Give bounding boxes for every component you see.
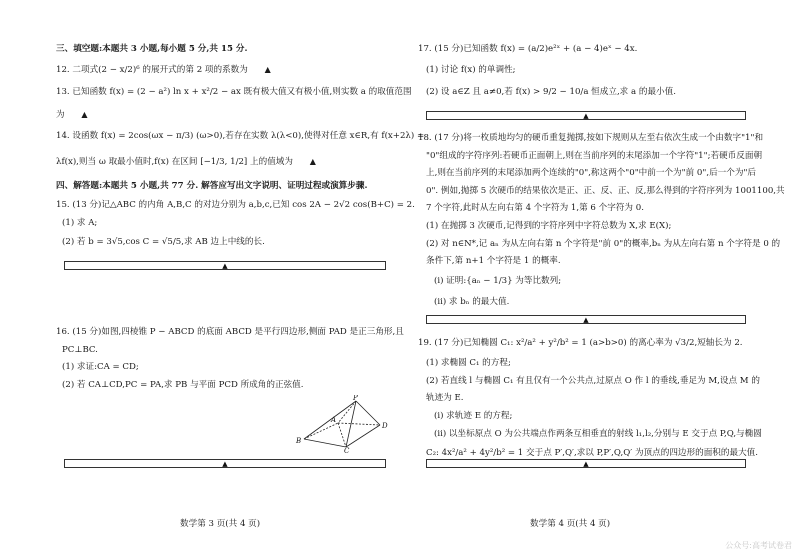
edge-ad [338,423,380,425]
question-18-line1: 18. (17 分)将一枚质地均匀的硬币重复抛掷,按如下规则从左至右依次生成一个由数字"1"和 [418,133,764,143]
question-14-line1: 14. 设函数 f(x) = 2cos(ωx − π/3) (ω>0),若存在实数 λ(λ<0),使得对任意 x∈R,有 f(x+2λ) = [56,131,425,141]
answer-blank-13[interactable]: ▲ [81,110,88,119]
question-16-stem-line1: 16. (15 分)如图,四棱锥 P − ABCD 的底面 ABCD 是平行四边形,侧面 PAD 是正三角形,且 [56,327,404,337]
watermark: 公众号:高考试卷君 [725,541,792,550]
question-19-part2-line1: (2) 若直线 l 与椭圆 C₁ 有且仅有一个公共点,过原点 O 作 l 的垂线,垂足为 M,设点 M 的 [426,376,760,386]
edge-cd [346,425,380,447]
edge-bc [304,439,346,447]
question-17-part2: (2) 设 a∈Z 且 a≠0,若 f(x) > 9/2 − 10/a 恒成立,求 a 的最小值. [426,87,676,97]
question-13-line2 [56,109,88,121]
question-16-stem-line2: PC⊥BC. [62,345,98,355]
answer-box-17[interactable] [426,111,746,120]
question-13-line1: 13. 已知函数 f(x) = (2 − a²) ln x + x²/2 − ax 既有极大值又有极小值,则实数 a 的取值范围 [56,87,412,97]
section-solution-heading: 四、解答题:本题共 5 小题,共 77 分. 解答应写出文字说明、证明过程或演算步骤. [56,181,368,191]
edge-pc [346,401,356,447]
question-12 [56,64,271,76]
question-16-part1: (1) 求证:CA = CD; [62,362,139,372]
question-18-line5: 7 个字符,此时从左向右第 4 个字符为 1,第 6 个字符为 0. [426,203,644,213]
question-18-line2: "0"组成的字符序列:若硬币正面朝上,则在当前序列的末尾添加一个字符"1";若硬币反面朝 [426,151,763,161]
question-17-part1: (1) 讨论 f(x) 的单调性; [426,65,516,75]
question-15-stem: 15. (13 分)记△ABC 的内角 A,B,C 的对边分别为 a,b,c,已知 cos 2A − 2√2 cos(B+C) = 2. [56,200,415,210]
question-17-stem: 17. (15 分)已知函数 f(x) = (a/2)e²ˣ + (a − 4)eˣ − 4x. [418,44,638,54]
answer-box-mark: ▲ [583,460,589,468]
question-18-part2-line1: (2) 对 n∈N*,记 aₙ 为从左向右第 n 个字符是"前 0"的概率,bₙ 为从左向右第 n 个字符是 0 的 [426,239,781,249]
section-fill-in-heading: 三、填空题:本题共 3 小题,每小题 5 分,共 15 分. [56,44,248,54]
question-14-text: λf(x),则当 ω 取最小值时,f(x) 在区间 [−1/3, 1/2] 上的值域为 [56,157,293,167]
answer-box-mark: ▲ [583,316,589,324]
question-19-part2-line2: 轨迹为 E. [426,393,464,403]
question-16-part2: (2) 若 CA⊥CD,PC = PA,求 PB 与平面 PCD 所成角的正弦值. [62,380,304,390]
question-15-part2: (2) 若 b = 3√5,cos C = √5/5,求 AB 边上中线的长. [62,237,265,247]
edge-pd [356,401,380,425]
question-18-part2-i: (i) 证明:{aₙ − 1/3} 为等比数列; [434,276,562,286]
question-18-part2-line2: 条件下,第 n+1 个字符是 1 的概率. [426,256,561,266]
question-18-line4: 0". 例如,抛掷 5 次硬币的结果依次是正、正、反、正、反,那么得到的字符序列为 1001100,共 [426,186,785,196]
label-d: D [382,422,388,430]
answer-box-19[interactable] [426,459,746,468]
label-a: A [331,416,337,424]
question-19-part2-ii-line2: C₂: 4x²/a² + 4y²/b² = 1 交于点 P′,Q′,求以 P,P′,Q,Q′ 为顶点的四边形的面积的最大值. [426,448,758,458]
page-3-footer: 数学第 3 页(共 4 页) [180,519,261,529]
answer-box-16[interactable] [64,459,386,468]
edge-ac [338,423,346,447]
label-p: P [353,395,358,402]
answer-box-mark: ▲ [222,460,228,468]
label-b: B [296,437,302,445]
answer-box-mark: ▲ [222,262,228,270]
question-19-stem: 19. (17 分)已知椭圆 C₁: x²/a² + y²/b² = 1 (a>b>0) 的离心率为 √3/2,短轴长为 2. [418,338,743,348]
question-15-part1: (1) 求 A; [62,218,98,228]
question-19-part2-i: (i) 求轨迹 E 的方程; [434,411,513,421]
edge-ba [304,423,338,439]
question-14-line2 [56,156,316,168]
answer-box-18[interactable] [426,315,746,324]
label-c: C [344,447,350,453]
question-18-part1: (1) 在抛掷 3 次硬币,记得到的字符序列中字符总数为 X,求 E(X); [426,221,672,231]
question-18-line3: 上,则在当前序列的末尾添加两个连续的"0",称这两个"0"中前一个为"前 0",后一个为"后 [426,168,757,178]
page-4-footer: 数学第 4 页(共 4 页) [530,519,611,529]
answer-blank-12[interactable]: ▲ [264,65,271,74]
pyramid-figure [294,395,390,453]
question-19-part1: (1) 求椭圆 C₁ 的方程; [426,358,511,368]
edge-pb [304,401,356,439]
question-12-text: 12. 二项式(2 − x/2)⁶ 的展开式的第 2 项的系数为 [56,65,248,75]
question-18-part2-ii: (ii) 求 bₙ 的最大值. [434,297,510,307]
answer-box-mark: ▲ [583,112,589,120]
answer-blank-14[interactable]: ▲ [309,157,316,166]
question-13-text: 为 [56,110,65,120]
question-19-part2-ii-line1: (ii) 以坐标原点 O 为公共端点作两条互相垂直的射线 l₁,l₂,分别与 E 交于点 P,Q,与椭圆 [434,429,762,439]
answer-box-15[interactable] [64,261,386,270]
